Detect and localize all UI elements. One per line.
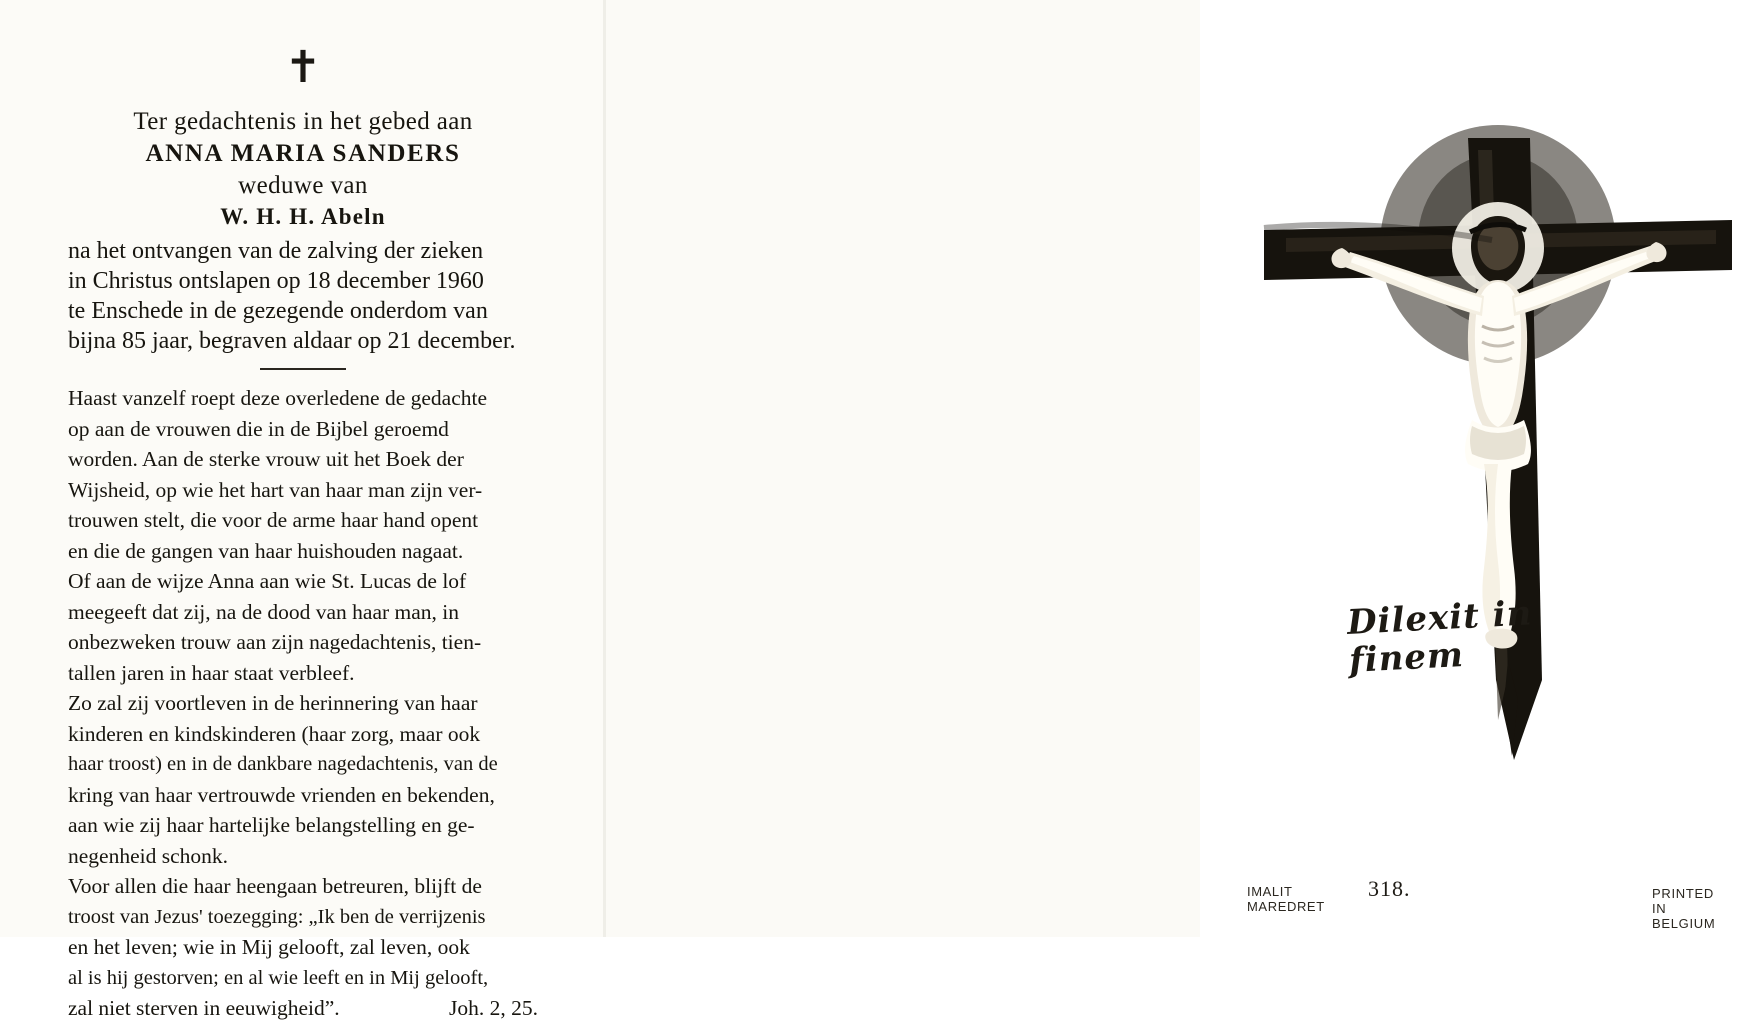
dedication-line: Ter gedachtenis in het gebed aan: [133, 108, 473, 135]
intro-line-3: te Enschede in de gezegende onderdom van: [68, 298, 488, 324]
paragraph-three-line-1: Voor allen die haar heengaan betreuren, blijft de: [68, 874, 482, 898]
paragraph-two-line-2: kinderen en kindskinderen (haar zorg, maar ook: [68, 721, 481, 746]
intro-block: [68, 236, 538, 356]
intro-line-2: in Christus ontslapen op 18 december 1960: [68, 268, 484, 294]
paragraph-one-line-7: Of aan de wijze Anna aan wie St. Lucas de lof: [68, 569, 467, 593]
paragraph-three-line-3: en het leven; wie in Mij gelooft, zal leven, ook: [68, 935, 470, 959]
divider-rule: [260, 368, 346, 370]
paragraph-one-line-10: tallen jaren in haar staat verbleef.: [68, 660, 355, 685]
paragraph-one-line-6: en die de gangen van haar huishouden nagaat.: [68, 538, 464, 563]
paragraph-one-line-8: meegeeft dat zij, na de dood van haar man, in: [68, 599, 460, 624]
paragraph-three-line-2: troost van Jezus' toezegging: „Ik ben de verrijzenis: [68, 905, 486, 928]
paragraph-one: [68, 383, 538, 688]
paragraph-two-line-5: aan wie zij haar hartelijke belangstelling en ge-: [68, 813, 475, 837]
crucifixion-illustration: [1246, 120, 1746, 780]
paragraph-two-line-6: negenheid schonk.: [68, 843, 229, 868]
card-right-leaf: [606, 0, 1716, 937]
cross-icon: ✝: [284, 42, 322, 93]
intro-line-4: bijna 85 jaar, begraven aldaar op 21 december.: [68, 328, 516, 354]
paragraph-one-line-1: Haast vanzelf roept deze overledene de gedachte: [68, 386, 488, 410]
verse-reference: Joh. 2, 25.: [449, 996, 538, 1020]
memorial-text-column: [68, 42, 538, 1024]
paragraph-two: [68, 688, 538, 871]
paragraph-three-line-4: al is hij gestorven; en al wie leeft en in Mij gelooft,: [68, 966, 489, 989]
spouse-name: W. H. H. Abeln: [220, 204, 386, 229]
paragraph-two-line-4: kring van haar vertrouwde vrienden en bekenden,: [68, 782, 495, 807]
paragraph-three-final-line: [68, 993, 538, 1024]
paragraph-two-line-3: haar troost) en in de dankbare nagedachtenis, van de: [68, 753, 498, 775]
paragraph-two-line-1: Zo zal zij voortleven in de herinnering van haar: [68, 691, 478, 715]
paragraph-one-line-2: op aan de vrouwen die in de Bijbel geroemd: [68, 416, 449, 441]
footer-printed-in: PRINTED IN BELGIUM: [1652, 886, 1716, 931]
paragraph-one-line-5: trouwen stelt, die voor de arme haar hand opent: [68, 508, 479, 532]
paragraph-one-line-3: worden. Aan de sterke vrouw uit het Boek der: [68, 447, 464, 471]
paragraph-one-line-4: Wijsheid, op wie het hart van haar man zijn ver-: [68, 477, 483, 502]
image-caption: Dilexit in finem: [1346, 593, 1534, 681]
paragraph-three: [68, 871, 538, 1024]
paragraph-one-line-9: onbezweken trouw aan zijn nagedachtenis, tien-: [68, 630, 482, 654]
card-left-leaf: [0, 0, 604, 1020]
intro-line-1: na het ontvangen van de zalving der zieken: [68, 238, 484, 264]
footer-publisher: IMALIT MAREDRET: [1247, 884, 1325, 914]
paragraph-three-line-5: zal niet sterven in eeuwigheid”.: [68, 996, 340, 1020]
footer-number: 318.: [1368, 876, 1411, 901]
relation-line: weduwe van: [238, 172, 368, 199]
deceased-name: ANNA MARIA SANDERS: [145, 140, 461, 167]
